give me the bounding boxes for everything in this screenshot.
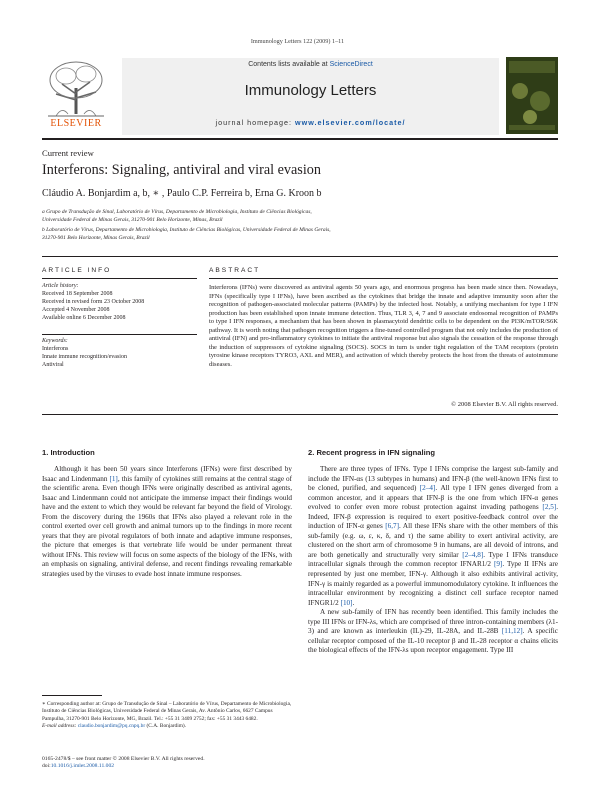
abstract-rule (209, 278, 558, 279)
sciencedirect-link[interactable]: ScienceDirect (329, 61, 373, 68)
homepage-prefix: journal homepage: (215, 118, 293, 127)
text-run: . All type I IFN genes diverged from a common ancestor, and it appears that IFN-β is the one from which IFN-α genes evolved to confer even more robust protection against invading pathogens (308, 484, 558, 512)
keywords-rule (42, 334, 197, 335)
article-title: Interferons: Signaling, antiviral and viral evasion (42, 162, 321, 178)
journal-title: Immunology Letters (244, 82, 377, 99)
citation-link[interactable]: [2–4,8] (462, 550, 484, 559)
affiliation-a: a Grupo de Transdução de Sinal, Laboratório de Vírus, Departamento de Microbiologia, Instituto de Ciências Biológicas, (42, 209, 312, 215)
article-info-rule (42, 278, 197, 279)
text-run: There are three types of IFNs. Type I IFNs comprise the largest sub-family and include the IFN-αs (13 subtypes in humans) and IFN-β (the well-known IFNs first to be cloned, purified, and sequenced) (308, 465, 558, 493)
doi-line (42, 763, 205, 770)
text-run: . Type I IFNs transduce intracellular signals through the common receptor IFNAR1/2 (308, 550, 558, 569)
keyword-1: Interferons (42, 346, 69, 352)
text-run: . A specific cellular receptor composed of the IL-10 receptor β and IL-28 receptor α chains elicits the biological effects of the IFN-λs upon receptor engagement. Type III (308, 627, 558, 655)
contents-prefix: Contents lists available at (248, 61, 328, 68)
section-2-paragraph-2 (308, 608, 558, 656)
citation-link[interactable]: [11,12] (501, 627, 523, 636)
keywords-label: Keywords: (42, 338, 68, 344)
journal-homepage (122, 118, 499, 127)
homepage-url[interactable]: www.elsevier.com/locate/ (295, 118, 406, 127)
article-info-heading: ARTICLE INFO (42, 267, 112, 274)
abstract-heading: ABSTRACT (209, 267, 261, 274)
affiliation-b-line2: 31270-901 Belo Horizonte, Minas Gerais, Brazil (42, 235, 150, 241)
title-rule (42, 256, 558, 257)
journal-citation: Immunology Letters 122 (2009) 1–11 (250, 38, 345, 45)
received-date: Received 18 September 2008 (42, 291, 113, 297)
citation-link[interactable]: [6,7] (385, 522, 400, 531)
section-2-body (308, 465, 558, 656)
issn-line: 0165-2478/$ – see front matter © 2008 Elsevier B.V. All rights reserved. (42, 756, 205, 762)
article-authors: Cláudio A. Bonjardim a, b, ∗ , Paulo C.P. Ferreira b, Erna G. Kroon b (42, 188, 322, 199)
bottom-info (42, 756, 205, 771)
citation-link[interactable]: [2,5] (542, 503, 557, 512)
abstract-bottom-rule (42, 414, 558, 415)
keyword-2: Innate immune recognition/evasion (42, 354, 127, 360)
header-rule (42, 138, 558, 140)
text-run: . (352, 598, 355, 607)
section-1-heading: 1. Introduction (42, 448, 95, 457)
abstract-text: Interferons (IFNs) were discovered as antiviral agents 50 years ago, and enormous progress has been made since then. Nowadays, IFNs (specifically type I IFNs), have been ascribed as the cytokines that bridge the innate and adaptive immunity soon after the recognition of pathogen-associated molecular patterns (PAMPs) by the infected host. Notably, a unifying mechanism for type I IFN production has been established upon innate immune detection. Thus, TLR 3, 4, 7 and 9 associate endosomal recognition of PAMPs to type I IFN responses, a mechanism that has been shown in plasmacytoid dendritic cells to be dependent on the PI3K/mTOR/S6K pathway. It is worth noting that pathogen recognition triggers a fine-tuned controlled program that not only includes the production of antiviral (IFN) and pro-inflammatory cytokines to initiate the antiviral response but also signals the cessation of the response through the induction of suppressors of cytokine signaling (SOCS). SOCS in turn is under tight regulation of the TAM receptors (protein tyrosine kinase receptors TYRO3, AXL and MER), and activation of which thereby protects the host from the threats of autoimmune diseases. (209, 284, 558, 368)
revised-date: Received in revised form 23 October 2008 (42, 299, 145, 305)
section-1-paragraph (42, 465, 292, 580)
text-run: , this family of cytokines still remains at the central stage of the scientific arena. Even though IFNs were originally described as antiviral agents, Isaac and Lindenmann could not anticipate the immense impact their findings would have and the extent to which they would be relevant far beyond the field of Virology. From the discovery during the 1960s that IFNs also played a relevant role in the control exerted over cell growth and animal tumors up to the findings in more recent years that they are pivotal regulators of both innate and adaptive immune responses, the picture that emerges is that vertebrate life would be under permanent threat without IFNs. This review will focus on some aspects of the biology of the IFNs, with an emphasis on signaling, antiviral defense, and recent findings revealing remarkable strategies used by the viruses to evade host innate immune responses. (42, 474, 292, 579)
email-link[interactable]: claudio.bonjardim@pq.cnpq.br (77, 723, 146, 730)
affiliation-a-line2: Universidade Federal de Minas Gerais, 31270-901 Belo Horizonte, Minas, Brazil (42, 217, 223, 223)
affiliation-b: b Laboratório de Vírus, Departamento de Microbiologia, Instituto de Ciências Biológicas, Universidade Federal de Minas Gerais, (42, 227, 331, 233)
footnote-text: ∗ Corresponding author at: Grupo de Transdução de Sinal – Laboratório de Vírus, Departamento de Microbiologia, Instituto de Ciências Biológicas, Universidade Federal de Minas Gerais, Av. Antônio Carlos, 6627 Campus Pampulha, 31270-901 Belo Horizonte, MG, Brazil. Tel.: +55 31 3409 2752; fax: +55 31 3443 6482. (42, 701, 292, 722)
citation-link[interactable]: [9] (493, 560, 503, 569)
corresponding-author-footnote (42, 701, 292, 731)
email-label: E-mail address: (42, 723, 77, 730)
citation-link[interactable]: [2–4] (419, 484, 436, 493)
article-type: Current review (42, 148, 94, 158)
text-run: . Indeed, IFN-β expression is required to exert positive-feedback control over the induction of IFN-α genes (308, 503, 558, 531)
text-run: . Type II IFNs are represented by just one member, IFN-γ. Although it also exhibits antiviral activity, IFN-γ is mainly regarded as a powerful immunomodulatory cytokine. It influences the intracellular environment by recognizing a distinct cell surface receptor named IFNGR1/2 (308, 560, 559, 607)
text-run: . All these IFNs share with the other members of this sub-family (e.g. ω, ε, κ, δ, and τ) the same ability to exert antiviral activity, are clustered on the short arm of chromosome 9 in humans, are all devoid of introns, and are both genetically and structurally very similar (308, 522, 558, 559)
doi-link[interactable]: 10.1016/j.imlet.2008.11.002 (50, 763, 115, 770)
elsevier-wordmark: ELSEVIER (50, 118, 102, 129)
section-2-heading: 2. Recent progress in IFN signaling (308, 448, 436, 457)
citation-link[interactable]: [10] (340, 598, 353, 607)
history-label: Article history: (42, 283, 79, 289)
citation-link[interactable]: [1] (109, 474, 118, 483)
accepted-date: Accepted 4 November 2008 (42, 307, 110, 313)
text-run: A new sub-family of IFN has recently been identified. This family includes the type III IFNs or IFN-λs, which are comprised of three intron-containing members (λ1-3) and are known as interleukin (IL)-29, IL-28A, and IL-28B (308, 608, 558, 636)
text-run: Although it has been 50 years since Interferons (IFNs) were first described by Isaac and Lindenmann (42, 465, 292, 483)
online-date: Available online 6 December 2008 (42, 315, 126, 321)
abstract-copyright: © 2008 Elsevier B.V. All rights reserved. (451, 401, 558, 408)
footnote-rule (42, 695, 102, 696)
contents-line (122, 61, 499, 68)
keyword-3: Antiviral (42, 362, 64, 368)
section-2-paragraph-1 (308, 465, 558, 608)
doi-label: doi: (42, 763, 51, 770)
journal-cover-image (506, 57, 558, 134)
section-1-body (42, 465, 292, 580)
email-suffix: (C.A. Bonjardim). (146, 723, 187, 730)
